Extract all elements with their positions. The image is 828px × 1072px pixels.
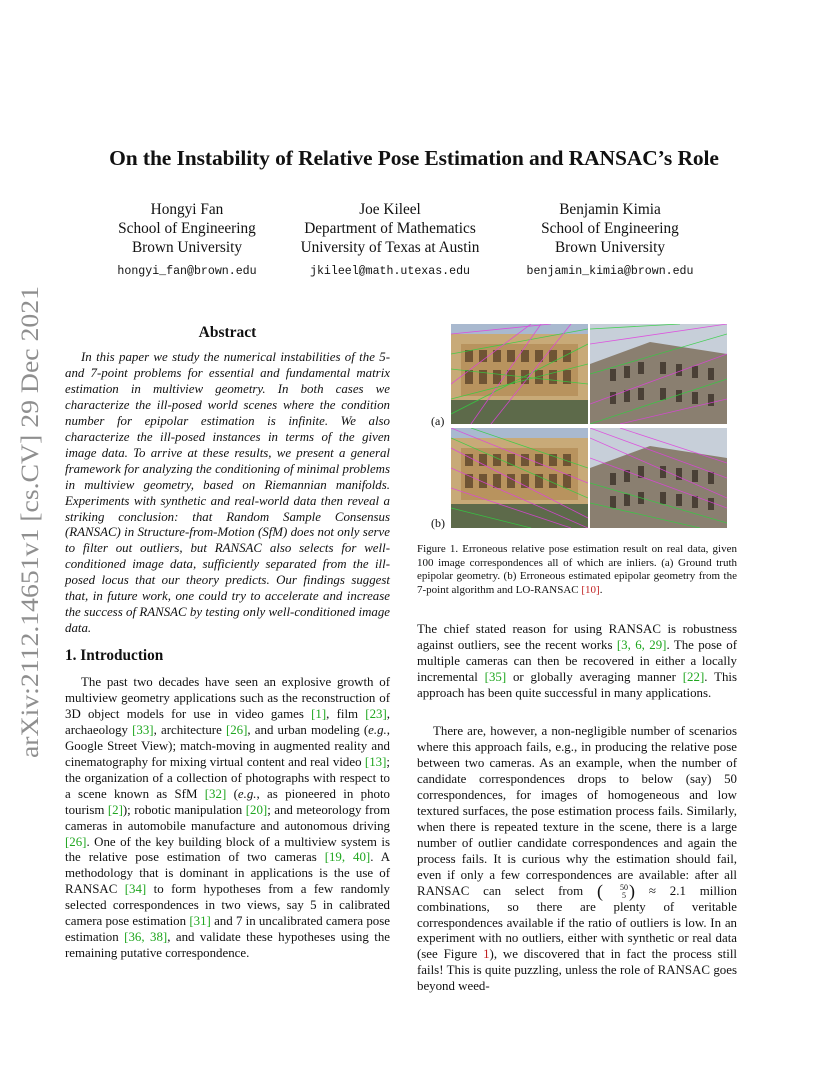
figure-ref-link[interactable]: 1	[483, 947, 490, 962]
citation-link[interactable]: [32]	[204, 786, 227, 801]
author-dept: School of Engineering	[541, 220, 679, 237]
paragraph-text: , and validate these hypotheses using the remaining putative correspondence.	[65, 930, 390, 961]
citation-link[interactable]: [19, 40]	[324, 850, 371, 865]
paragraph-text: ; the organization of a collection of photographs with respect to a scene known as SfM	[65, 754, 390, 801]
binomial-coefficient: 50 5	[620, 882, 628, 900]
author-1	[92, 200, 282, 281]
author-email[interactable]: hongyi_fan@brown.edu	[117, 265, 257, 278]
abstract-body: In this paper we study the numerical instabilities of the 5- and 7-point problems for essential and fundamental matrix estimation in multiview geometry. In both cases we characterize the ill-posed world scenes where the condition number for epipolar estimation is infinite. We also characterize the ill-posed instances in terms of the given image data. To arrive at these results, we present a general framework for analyzing the conditioning of minimal problems in multiview geometry, based on Riemannian manifolds. Experiments with synthetic and real-world data then reveal a striking conclusion: that Random Sample Consensus (RANSAC) in Structure-from-Motion (SfM) does not only serve to filter out outliers, but RANSAC also selects for well-conditioned image data, sufficiently separated from the ill-posed locus that our theory predicts. Our findings suggest that, in future work, one could try to accelerate and increase the success of RANSAC by testing only well-conditioned image data.	[65, 350, 390, 636]
colosseum-photo	[451, 324, 588, 424]
intro-paragraph	[65, 675, 390, 962]
citation-link[interactable]: [20]	[245, 802, 268, 817]
citation-link[interactable]: [3, 6, 29]	[616, 637, 667, 652]
colosseum-photo	[451, 428, 588, 528]
paragraph-text: , film	[326, 706, 366, 721]
paragraph-text: , as pioneered in photo tourism	[65, 786, 390, 817]
citation-link[interactable]: [22]	[682, 669, 705, 684]
figure-1	[417, 322, 737, 532]
paragraph-text: , and urban modeling (	[247, 722, 369, 737]
paragraph-text: to form hypotheses from a few randomly selected correspondences in two views, say 5 in calibrated camera pose estimation	[65, 882, 391, 929]
arxiv-stamp-text: arXiv:2112.14651v1 [cs.CV] 29 Dec 2021	[17, 332, 44, 758]
citation-link[interactable]: [35]	[484, 669, 507, 684]
arxiv-stamp	[8, 280, 48, 760]
citation-link[interactable]: [1]	[311, 706, 327, 721]
author-name: Hongyi Fan	[150, 201, 224, 218]
section-heading-introduction: 1. Introduction	[65, 647, 164, 664]
citation-link[interactable]: [26]	[65, 834, 87, 849]
paragraph-text: . This approach has been quite successful in many applications.	[417, 669, 737, 700]
colosseum-photo	[590, 324, 727, 424]
paragraph-text: , Google Street View); match-moving in augmented reality and cinematography for mixing virtual content and real video	[65, 722, 390, 769]
paragraph-text: There are, however, a non-negligible number of scenarios where this approach fails, e.g., in producing the relative pose between two cameras. As an example, when the number of candidate correspondences drops to below (say) 50 correspondences, for images of homogeneous and low textured surfaces, the pose estimation process fails. Similarly, when there is repeated texture in the scene, there is a large number of outlier candidate correspondences and again the process fails. It is curious why the estimation should fail, even if only a few correspondences are available: after all RANSAC can select from	[417, 724, 737, 898]
figure-image-b-right	[590, 428, 727, 528]
paragraph-text: ; and meteorology from cameras in automobile manufacture and autonomous driving	[65, 802, 390, 833]
paragraph-text: or globally averaging manner	[506, 669, 683, 684]
figure-label-b: (b)	[431, 516, 445, 530]
paragraph-text: , archaeology	[65, 706, 390, 737]
citation-link[interactable]: [23]	[365, 706, 387, 721]
paragraph-text: ≈ 2.1 million combinations, so there are plenty of veritable correspondences available if the ratio of outliers is low. In an experiment with no outliers, either with synthetic or real data (see Figure	[417, 883, 737, 962]
author-email[interactable]: benjamin_kimia@brown.edu	[526, 265, 694, 278]
author-dept: Department of Mathematics	[304, 220, 476, 237]
abstract-heading: Abstract	[198, 324, 257, 341]
author-univ: Brown University	[131, 239, 243, 256]
paper-title: On the Instability of Relative Pose Estimation and RANSAC’s Role	[109, 146, 719, 170]
paragraph-text: ), we discovered that in fact the process still fails! This is quite puzzling, unless the role of RANSAC goes beyond weed-	[417, 947, 737, 994]
paragraph-text: The chief stated reason for using RANSAC is robustness against outliers, see the recent works	[417, 622, 737, 652]
citation-link[interactable]: [13]	[364, 754, 387, 769]
author-univ: Brown University	[554, 239, 666, 256]
paragraph-text: ); robotic manipulation	[122, 802, 246, 817]
citation-link[interactable]: [10]	[581, 583, 600, 596]
paragraph-text: (	[226, 786, 238, 801]
citation-link[interactable]: [33]	[132, 722, 154, 737]
citation-link[interactable]: [34]	[124, 882, 147, 897]
caption-text: Figure 1. Erroneous relative pose estimation result on real data, given 100 image correspondences all of which are inliers. (a) Ground truth epipolar geometry. (b) Erroneous estimated epipolar geometry from the 7-point algorithm and LO-RANSAC	[417, 543, 737, 596]
figure-image-b-left	[451, 428, 588, 528]
author-name: Joe Kileel	[359, 201, 421, 218]
citation-link[interactable]: [31]	[189, 914, 211, 929]
figure-label-a: (a)	[431, 414, 445, 428]
author-univ: University of Texas at Austin	[300, 239, 480, 256]
paragraph-text: . A methodology that is dominant in applications is the use of RANSAC	[65, 850, 391, 897]
paragraph-text: . The pose of multiple cameras can then be recovered in either a locally incremental	[417, 637, 737, 684]
paragraph-text: The past two decades have seen an explosive growth of multiview geometry applications such as the reconstruction of 3D object models for use in video games	[65, 675, 390, 721]
paragraph-text: e.g.	[368, 722, 387, 737]
paragraph-text: . One of the key building block of a multiview system is the relative pose estimation of two cameras	[65, 834, 390, 865]
figure-image-a-left	[451, 324, 588, 424]
author-2	[285, 200, 495, 281]
caption-end: .	[599, 583, 603, 596]
colosseum-photo	[590, 428, 727, 528]
right-paragraph-2: There are, however, a non-negligible number of scenarios where this approach fails, e.g., in producing the relative pose between two cameras. As an example, when the number of candidate correspondences drops to below (say) 50 correspondences, for images of homogeneous and low textured surfaces, the pose estimation process fails. Similarly, when there is repeated texture in the scene, there is a large number of outlier candidate correspondences and again the process fails. It is curious why the estimation should fail, even if only a few correspondences are available: after all RANSAC can select from ( 50 5 ) ≈ 2.1 million combinations, so there are plenty of veritable correspondences available if the ratio of outliers is low. In an experiment with no outliers, either with synthetic or real data (see Figure 1), we discovered that in fact the process still fails! This is quite puzzling, unless the role of RANSAC goes beyond weed-	[417, 724, 737, 994]
author-3	[510, 200, 710, 281]
right-paragraph-1	[417, 622, 737, 702]
paragraph-text: e.g.	[237, 786, 257, 801]
figure-caption	[417, 543, 737, 597]
figure-image-a-right	[590, 324, 727, 424]
author-email[interactable]: jkileel@math.utexas.edu	[309, 265, 471, 278]
paragraph-text: and 7 in uncalibrated camera pose estimation	[65, 914, 390, 945]
author-name: Benjamin Kimia	[559, 201, 661, 218]
author-dept: School of Engineering	[118, 220, 256, 237]
citation-link[interactable]: [2]	[107, 802, 123, 817]
citation-link[interactable]: [26]	[225, 722, 248, 737]
citation-link[interactable]: [36, 38]	[124, 930, 168, 945]
paragraph-text: , architecture	[153, 722, 226, 737]
